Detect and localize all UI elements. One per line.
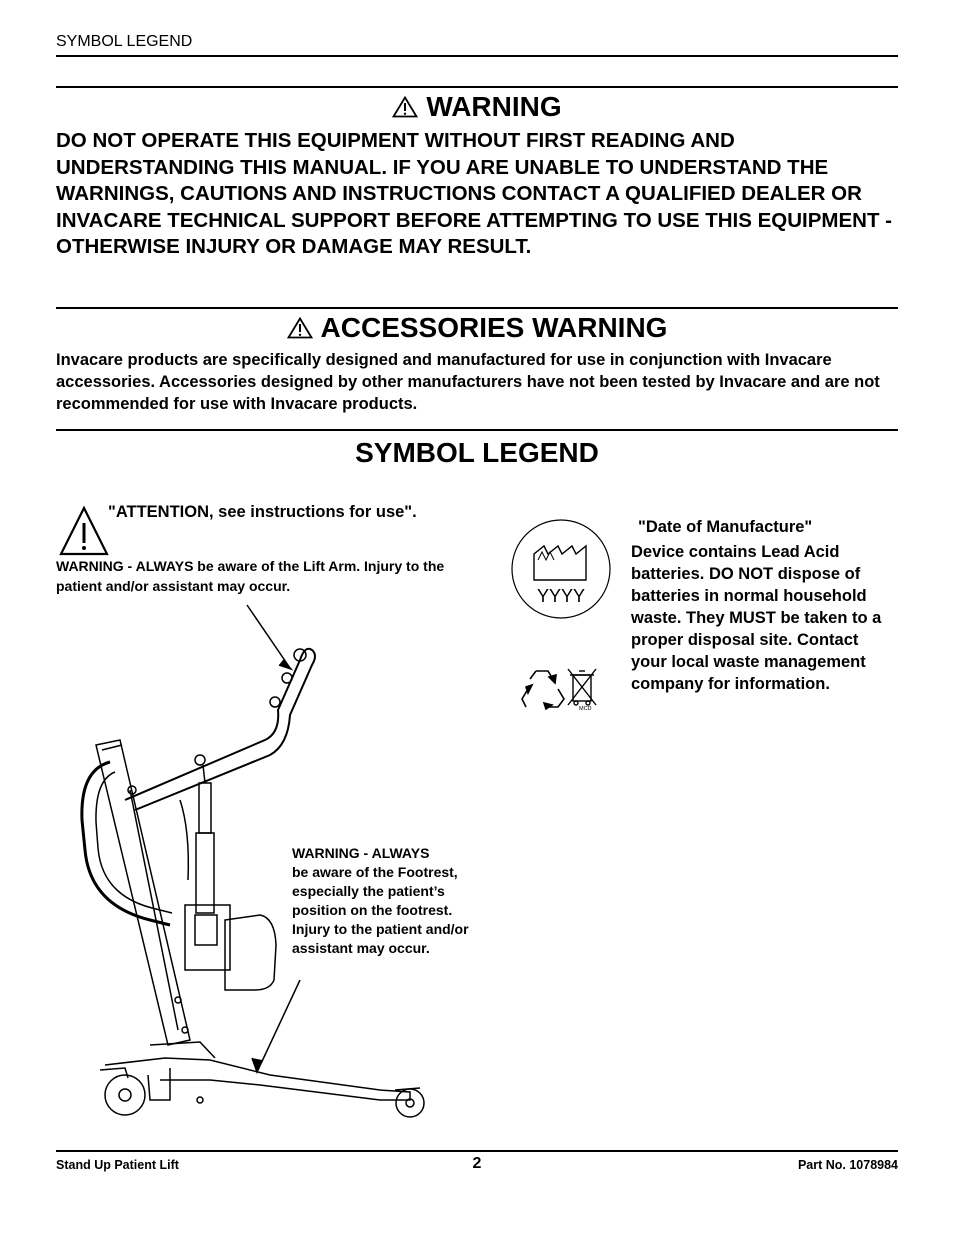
attention-rest: see instructions for use". [213, 503, 417, 521]
warning-triangle-icon [287, 314, 313, 346]
lift-arm-warning [56, 557, 456, 596]
warning-heading [56, 91, 898, 125]
battery-text-2: dispose of batteries in normal household waste. They [631, 565, 867, 627]
lift-arm-strong: WARNING - ALWAYS [56, 558, 194, 574]
accessories-body: Invacare products are specifically designed and manufactured for use in conjunction with Invacare accessories. Accessories designed by other manufacturers have not been tested by Invacare and are not recommended for use with Invacare products. [56, 351, 880, 413]
battery-strong-1: DO NOT [708, 565, 774, 583]
running-header: SYMBOL LEGEND [56, 33, 193, 50]
footer-product-name: Stand Up Patient Lift [56, 1158, 179, 1172]
date-of-manufacture-icon [510, 518, 613, 626]
lift-arm-rest: be aware of the Lift Arm. Injury to the patient and/or assistant may occur. [56, 558, 445, 594]
footrest-rest: be aware of the Footrest, especially the patient’s position on the footrest. Injury to the patient and/or assistant may occur. [292, 864, 469, 956]
warning-top-rule [56, 86, 898, 88]
warning-title: WARNING [426, 91, 562, 122]
attention-triangle-icon [58, 505, 110, 562]
legend-heading: SYMBOL LEGEND [355, 437, 599, 468]
battery-disposal-text [631, 541, 893, 695]
patient-lift-illustration [60, 600, 470, 1120]
page-number: 2 [472, 1155, 482, 1172]
accessories-title: ACCESSORIES WARNING [320, 312, 668, 343]
battery-strong-2: MUST [729, 609, 776, 627]
battery-text-3: be taken to a proper disposal site. Contact your local waste management company for information. [631, 609, 882, 693]
attention-strong: "ATTENTION, [108, 503, 214, 521]
accessories-top-rule [56, 307, 898, 309]
warning-triangle-icon [392, 93, 418, 125]
weee-mark: MCD [579, 706, 592, 712]
date-symbol-year: YYYY [536, 586, 586, 606]
legend-top-rule [56, 429, 898, 431]
recycle-icon [518, 665, 566, 716]
footrest-strong: WARNING - ALWAYS [292, 845, 430, 861]
header-rule [56, 55, 898, 57]
date-of-manufacture-label: "Date of Manufacture" [638, 518, 813, 536]
footer-part-number: Part No. 1078984 [797, 1158, 898, 1172]
accessories-heading [56, 312, 898, 346]
battery-text-1: Device contains Lead Acid batteries. [631, 543, 840, 583]
warning-body: DO NOT OPERATE THIS EQUIPMENT WITHOUT FIRST READING AND UNDERSTANDING THIS MANUAL. IF YOU ARE UNABLE TO UNDERSTAND THE WARNINGS, CAUTIONS AND INSTRUCTIONS CONTACT A QUALIFIED DEALER OR INVACARE TECHNICAL SUPPORT BEFORE ATTEMPTING TO USE THIS EQUIPMENT - OTHERWISE INJURY OR DAMAGE MAY RESULT. [56, 129, 892, 258]
footer-rule [56, 1150, 898, 1152]
attention-text [108, 503, 417, 522]
